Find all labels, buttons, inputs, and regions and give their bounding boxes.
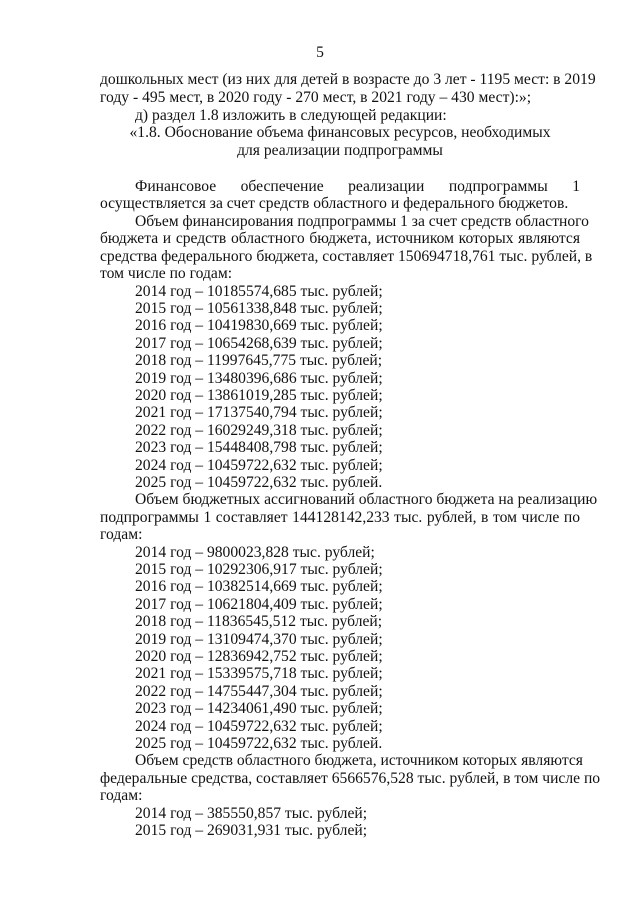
- list-1-item: 2015 год – 10561338,848 тыс. рублей;: [135, 300, 383, 317]
- section-heading-line-1: «1.8. Обоснование объема финансовых ресурсов, необходимых: [129, 124, 551, 141]
- list-2-item: 2017 год – 10621804,409 тыс. рублей;: [135, 596, 383, 613]
- list-3-item: 2015 год – 269031,931 тыс. рублей;: [135, 822, 368, 839]
- list-2-item: 2024 год – 10459722,632 тыс. рублей;: [135, 718, 383, 735]
- list-1-item: 2018 год – 11997645,775 тыс. рублей;: [135, 352, 383, 369]
- list-1-item: 2021 год – 17137540,794 тыс. рублей;: [135, 404, 383, 421]
- paragraph-2-line-1: Объем финансирования подпрограммы 1 за счет средств областного: [135, 213, 589, 230]
- list-2-item: 2014 год – 9800023,828 тыс. рублей;: [135, 544, 375, 561]
- list-1-item: 2025 год – 10459722,632 тыс. рублей.: [135, 474, 383, 491]
- section-heading-line-2: для реализации подпрограммы: [237, 142, 443, 159]
- list-2-item: 2021 год – 15339575,718 тыс. рублей;: [135, 665, 383, 682]
- paragraph-3-line-1: Объем бюджетных ассигнований областного бюджета на реализацию: [135, 491, 598, 508]
- paragraph-4-line-3: годам:: [100, 787, 143, 804]
- list-2-item: 2020 год – 12836942,752 тыс. рублей;: [135, 648, 383, 665]
- paragraph-3-line-3: годам:: [100, 526, 143, 543]
- list-1-item: 2022 год – 16029249,318 тыс. рублей;: [135, 422, 383, 439]
- list-2-item: 2016 год – 10382514,669 тыс. рублей;: [135, 578, 383, 595]
- list-1-item: 2014 год – 10185574,685 тыс. рублей;: [135, 283, 383, 300]
- page-number: 5: [316, 44, 324, 61]
- paragraph-1-line-1: Финансовое обеспечение реализации подпрограммы 1: [135, 178, 580, 195]
- paragraph-1-line-2: осуществляется за счет средств областного и федерального бюджетов.: [100, 195, 569, 212]
- list-1-item: 2016 год – 10419830,669 тыс. рублей;: [135, 317, 383, 334]
- list-2-item: 2023 год – 14234061,490 тыс. рублей;: [135, 700, 383, 717]
- paragraph-3-line-2: подпрограммы 1 составляет 144128142,233 тыс. рублей, в том числе по: [100, 509, 580, 526]
- list-2-item: 2015 год – 10292306,917 тыс. рублей;: [135, 561, 383, 578]
- list-2-item: 2018 год – 11836545,512 тыс. рублей;: [135, 613, 383, 630]
- paragraph-4-line-2: федеральные средства, составляет 6566576,528 тыс. рублей, в том числе по: [100, 770, 601, 787]
- paragraph-2-line-3: средства федерального бюджета, составляет 150694718,761 тыс. рублей, в: [100, 248, 593, 265]
- list-2-item: 2025 год – 10459722,632 тыс. рублей.: [135, 735, 383, 752]
- list-3-item: 2014 год – 385550,857 тыс. рублей;: [135, 805, 368, 822]
- intro-line-2: году - 495 мест, в 2020 году - 270 мест, в 2021 году – 430 мест):»;: [100, 89, 532, 106]
- intro-line-3: д) раздел 1.8 изложить в следующей редакции:: [135, 107, 447, 124]
- list-1-item: 2020 год – 13861019,285 тыс. рублей;: [135, 387, 383, 404]
- paragraph-4-line-1: Объем средств областного бюджета, источником которых являются: [135, 752, 583, 769]
- paragraph-2-line-2: бюджета и средств областного бюджета, источником которых являются: [100, 230, 580, 247]
- intro-line-1: дошкольных мест (из них для детей в возрасте до 3 лет - 1195 мест: в 2019: [100, 71, 596, 88]
- list-1-item: 2017 год – 10654268,639 тыс. рублей;: [135, 335, 383, 352]
- paragraph-2-line-4: том числе по годам:: [100, 265, 233, 282]
- list-1-item: 2024 год – 10459722,632 тыс. рублей;: [135, 457, 383, 474]
- list-1-item: 2019 год – 13480396,686 тыс. рублей;: [135, 370, 383, 387]
- list-1-item: 2023 год – 15448408,798 тыс. рублей;: [135, 439, 383, 456]
- list-2-item: 2019 год – 13109474,370 тыс. рублей;: [135, 631, 383, 648]
- list-2-item: 2022 год – 14755447,304 тыс. рублей;: [135, 683, 383, 700]
